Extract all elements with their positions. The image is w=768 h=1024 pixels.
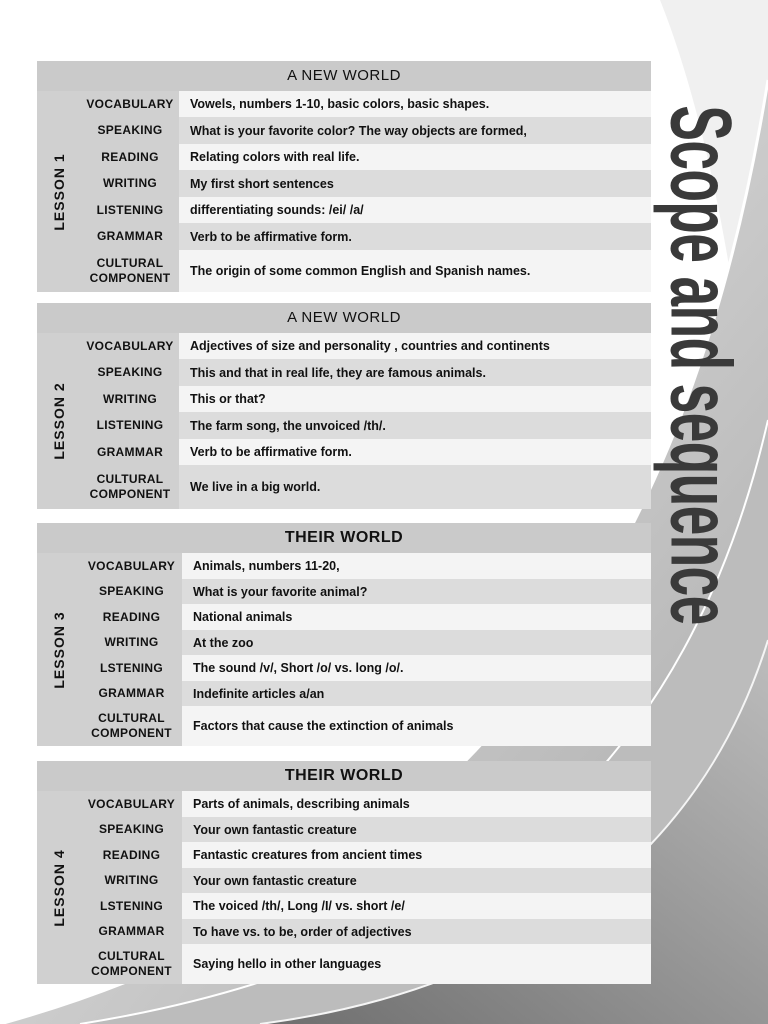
- row-content: Verb to be affirmative form.: [179, 223, 651, 250]
- scope-row: [81, 868, 651, 893]
- row-category: CULTURAL COMPONENT: [89, 472, 171, 501]
- row-category: CULTURAL COMPONENT: [91, 949, 172, 978]
- scope-row: [81, 706, 651, 746]
- row-content: Relating colors with real life.: [179, 144, 651, 170]
- row-category: LSTENING: [99, 660, 164, 675]
- row-content: Vowels, numbers 1-10, basic colors, basic shapes.: [179, 91, 651, 117]
- row-content: Factors that cause the extinction of animals: [182, 706, 651, 746]
- row-content: My first short sentences: [179, 170, 651, 197]
- scope-row: [81, 630, 651, 655]
- row-content: Animals, numbers 11-20,: [182, 553, 651, 579]
- row-category: READING: [102, 609, 161, 624]
- scope-row: [81, 655, 651, 681]
- scope-row: [81, 333, 651, 359]
- scope-row: [81, 791, 651, 817]
- row-category: SPEAKING: [97, 123, 163, 137]
- row-category: GRAMMAR: [96, 229, 164, 243]
- row-category: GRAMMAR: [98, 686, 165, 700]
- row-category: WRITING: [102, 391, 158, 406]
- scope-row: [81, 944, 651, 984]
- row-content: Your own fantastic creature: [182, 868, 651, 893]
- row-category: SPEAKING: [98, 822, 165, 836]
- scope-row: [81, 893, 651, 919]
- row-content: differentiating sounds: /ei/ /a/: [179, 197, 651, 223]
- scope-row: [81, 604, 651, 630]
- row-content: Fantastic creatures from ancient times: [182, 842, 651, 868]
- scope-row: [81, 579, 651, 604]
- scope-row: [81, 842, 651, 868]
- side-title: Scope and sequence: [652, 105, 749, 625]
- row-category: VOCABULARY: [86, 96, 174, 111]
- row-content: What is your favorite animal?: [182, 579, 651, 604]
- scope-row: [81, 439, 651, 465]
- scope-row: [81, 465, 651, 509]
- row-content: We live in a big world.: [179, 465, 651, 509]
- lesson-label-column: [37, 333, 81, 509]
- row-category: SPEAKING: [98, 584, 165, 598]
- row-content: Adjectives of size and personality , countries and continents: [179, 333, 651, 359]
- row-content: Parts of animals, describing animals: [182, 791, 651, 817]
- lesson-4-block: [37, 761, 651, 984]
- row-content: The farm song, the unvoiced /th/.: [179, 412, 651, 439]
- scope-row: [81, 681, 651, 706]
- row-category: WRITING: [104, 635, 159, 649]
- lesson-label-column: [37, 553, 81, 746]
- lesson-1-block: [37, 61, 651, 292]
- scope-row: [81, 359, 651, 386]
- row-content: Verb to be affirmative form.: [179, 439, 651, 465]
- row-content: The sound /v/, Short /o/ vs. long /o/.: [182, 655, 651, 681]
- scope-row: [81, 117, 651, 144]
- row-content: This and that in real life, they are famous animals.: [179, 359, 651, 386]
- scope-row: [81, 197, 651, 223]
- row-content: Your own fantastic creature: [182, 817, 651, 842]
- row-content: National animals: [182, 604, 651, 630]
- row-content: To have vs. to be, order of adjectives: [182, 919, 651, 944]
- row-content: The origin of some common English and Spanish names.: [179, 250, 651, 292]
- row-category: WRITING: [104, 873, 159, 887]
- row-content: This or that?: [179, 386, 651, 412]
- lesson-title: THEIR WORLD: [37, 523, 651, 553]
- row-category: VOCABULARY: [87, 796, 176, 811]
- lesson-title: A NEW WORLD: [37, 61, 651, 91]
- row-category: CULTURAL COMPONENT: [89, 256, 171, 285]
- row-category: GRAMMAR: [98, 924, 165, 938]
- scope-row: [81, 412, 651, 439]
- lesson-label: LESSON 1: [51, 152, 67, 231]
- lesson-label-column: [37, 791, 81, 984]
- row-category: LISTENING: [96, 418, 164, 432]
- lesson-title: THEIR WORLD: [37, 761, 651, 791]
- lesson-label: LESSON 2: [51, 382, 67, 460]
- row-category: GRAMMAR: [96, 444, 164, 459]
- row-content: Indefinite articles a/an: [182, 681, 651, 706]
- lesson-label-column: [37, 91, 81, 292]
- scope-row: [81, 144, 651, 170]
- lesson-title: A NEW WORLD: [37, 303, 651, 333]
- scope-row: [81, 250, 651, 292]
- lesson-3-block: [37, 523, 651, 746]
- row-category: VOCABULARY: [87, 558, 176, 573]
- lesson-label: LESSON 4: [51, 848, 67, 927]
- row-category: WRITING: [102, 176, 158, 190]
- row-category: LISTENING: [96, 202, 164, 217]
- row-category: READING: [101, 149, 159, 164]
- row-category: CULTURAL COMPONENT: [91, 711, 172, 740]
- lesson-2-block: [37, 303, 651, 509]
- scope-row: [81, 386, 651, 412]
- row-category: READING: [102, 847, 161, 862]
- row-content: The voiced /th/, Long /I/ vs. short /e/: [182, 893, 651, 919]
- row-content: What is your favorite color? The way objects are formed,: [179, 117, 651, 144]
- lesson-label: LESSON 3: [51, 610, 67, 689]
- scope-row: [81, 91, 651, 117]
- scope-row: [81, 919, 651, 944]
- row-content: At the zoo: [182, 630, 651, 655]
- row-category: SPEAKING: [97, 365, 163, 379]
- row-content: Saying hello in other languages: [182, 944, 651, 984]
- scope-row: [81, 553, 651, 579]
- scope-row: [81, 223, 651, 250]
- scope-row: [81, 817, 651, 842]
- scope-row: [81, 170, 651, 197]
- row-category: VOCABULARY: [86, 338, 174, 353]
- row-category: LSTENING: [99, 898, 164, 913]
